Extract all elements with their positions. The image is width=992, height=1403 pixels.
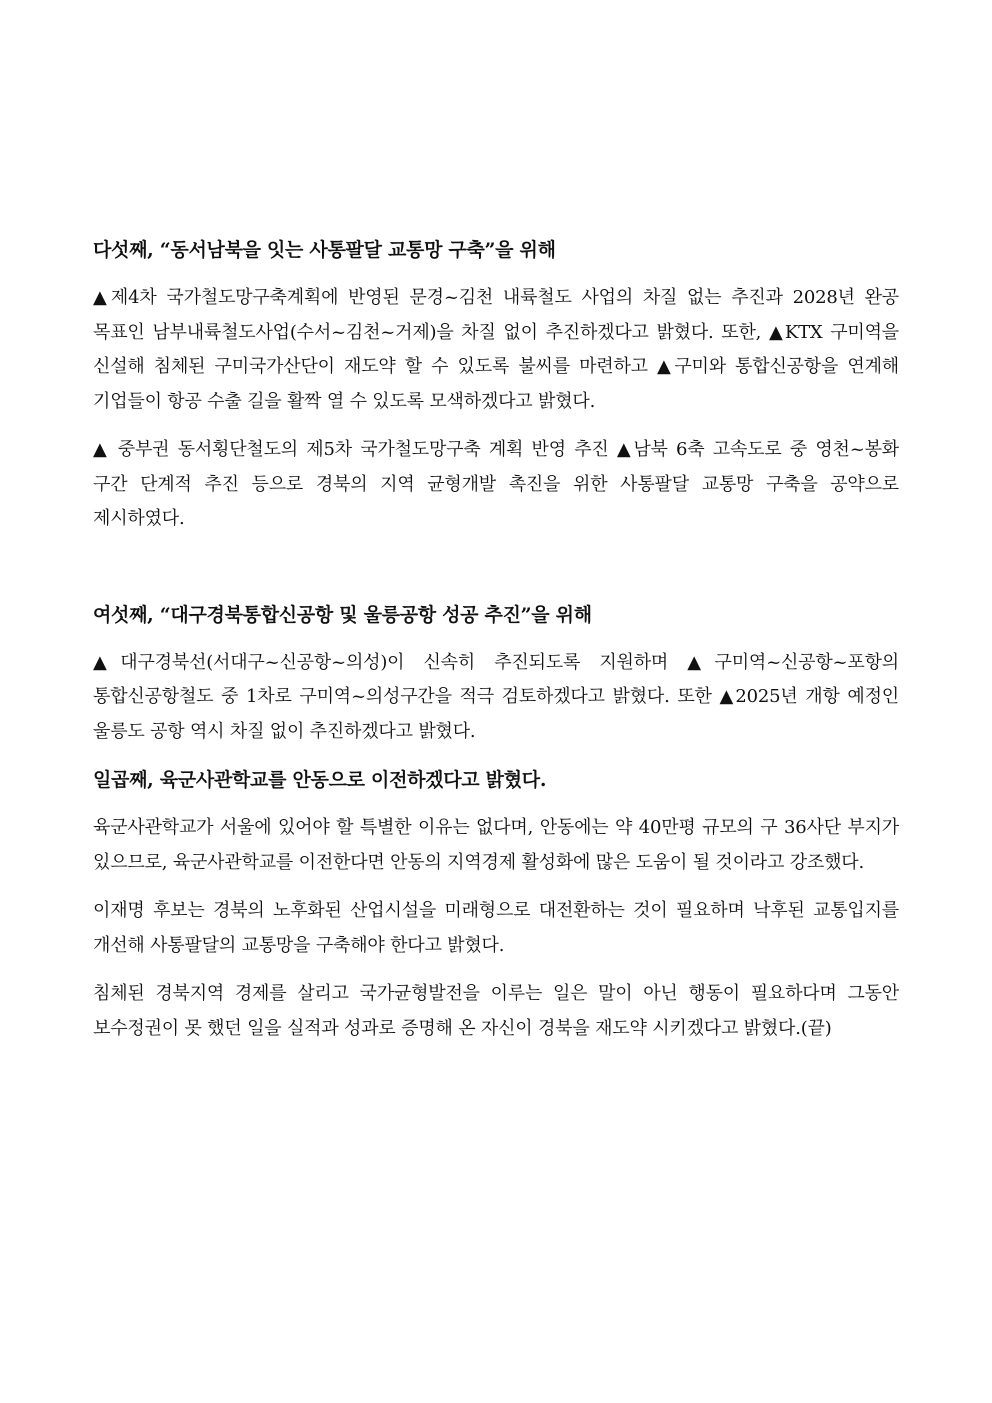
section-six-paragraph-1: ▲대구경북선(서대구~신공항~의성)이 신속히 추진되도록 지원하며 ▲구미역~신공항~포항의 통합신공항철도 중 1차로 구미역~의성구간을 적극 검토하겠다고 밝혔다. 또한 ▲2025년 개항 예정인 울릉도 공항 역시 차질 없이 추진하겠다고 밝혔다. (93, 651, 899, 742)
closing-paragraph-2: 침체된 경북지역 경제를 살리고 국가균형발전을 이루는 일은 말이 아닌 행동이 필요하다며 그동안 보수정권이 못 했던 일을 실적과 성과로 증명해 온 자신이 경북을 재도약 시키겠다고 밝혔다.(끝) (93, 983, 899, 1039)
section-five-heading: 다섯째, “동서남북을 잇는 사통팔달 교통망 구축”을 위해 (93, 239, 556, 261)
document-body (93, 233, 899, 1046)
section-six-heading: 여섯째, “대구경북통합신공항 및 울릉공항 성공 추진”을 위해 (93, 603, 592, 626)
section-seven-paragraph-1: 육군사관학교가 서울에 있어야 할 특별한 이유는 없다며, 안동에는 약 40만평 규모의 구 36사단 부지가 있으므로, 육군사관학교를 이전한다면 안동의 지역경제 활성화에 많은 도움이 될 것이라고 강조했다. (93, 817, 899, 873)
section-five-paragraph-2: ▲ 중부권 동서횡단철도의 제5차 국가철도망구축 계획 반영 추진 ▲남북 6축 고속도로 중 영천~봉화 구간 단계적 추진 등으로 경북의 지역 균형개발 촉진을 위한 사통팔달 교통망 구축을 공약으로 제시하였다. (93, 439, 899, 529)
section-five-paragraph-1: ▲제4차 국가철도망구축계획에 반영된 문경~김천 내륙철도 사업의 차질 없는 추진과 2028년 완공 목표인 남부내륙철도사업(수서~김천~거제)을 차질 없이 추진하겠다고 밝혔다. 또한, ▲KTX 구미역을 신설해 침체된 구미국가산단이 재도약 할 수 있도록 불씨를 마련하고 ▲구미와 통합신공항을 연계해 기업들이 항공 수출 길을 활짝 열 수 있도록 모색하겠다고 밝혔다. (93, 287, 899, 412)
section-seven-heading: 일곱째, 육군사관학교를 안동으로 이전하겠다고 밝혔다. (93, 769, 547, 791)
closing-paragraph-1: 이재명 후보는 경북의 노후화된 산업시설을 미래형으로 대전환하는 것이 필요하며 낙후된 교통입지를 개선해 사통팔달의 교통망을 구축해야 한다고 밝혔다. (93, 900, 899, 956)
